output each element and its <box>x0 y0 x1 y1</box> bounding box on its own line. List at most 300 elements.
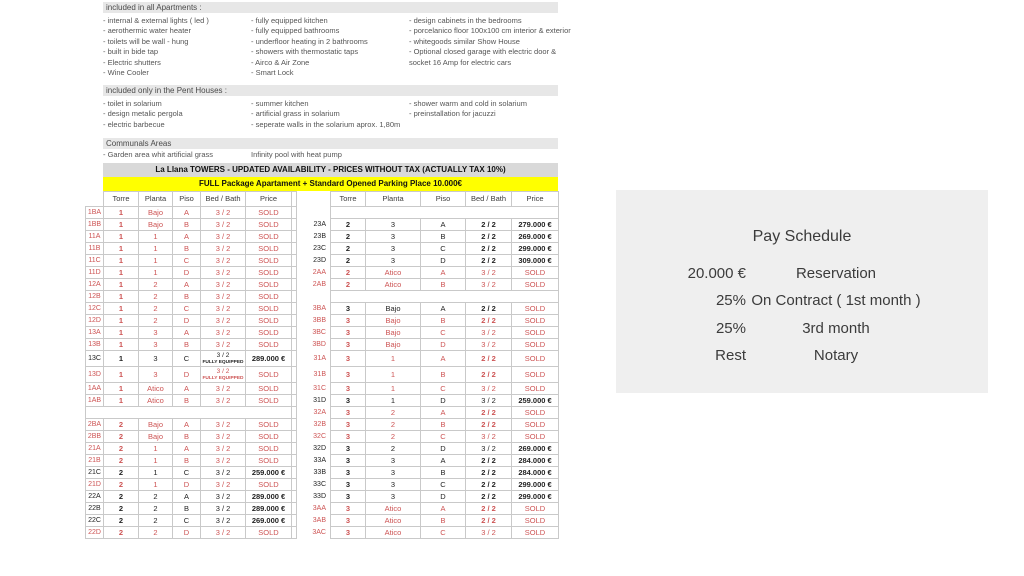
unit-id: 1BA <box>86 207 104 219</box>
feature-item: - seperate walls in the solarium aprox. 1,80m <box>251 119 401 129</box>
unit-id: 3BC <box>312 328 326 336</box>
feature-item: - Smart Lock <box>251 68 294 78</box>
unit-price: SOLD <box>512 419 559 431</box>
unit-row <box>86 327 559 339</box>
unit-row <box>86 503 559 515</box>
unit-bed-bath: 2 / 2 <box>466 407 512 419</box>
unit-price: SOLD <box>512 351 559 367</box>
unit-piso: A <box>173 207 201 219</box>
unit-id: 1AB <box>86 395 104 407</box>
unit-id: 33A <box>313 456 326 464</box>
unit-torre: 3 <box>331 383 366 395</box>
unit-bed-bath: 3 / 2 <box>201 479 246 491</box>
unit-planta: 1 <box>139 467 173 479</box>
unit-piso: B <box>173 395 201 407</box>
unit-price: SOLD <box>246 431 292 443</box>
unit-bed-bath: 3 / 2 <box>201 279 246 291</box>
feature-item: - toilet in solarium <box>103 99 162 108</box>
unit-torre: 3 <box>331 303 366 315</box>
pay-schedule-panel <box>616 190 988 393</box>
unit-bed-bath: 3 / 2 <box>201 303 246 315</box>
unit-piso: B <box>421 231 466 243</box>
unit-id: 31D <box>313 396 326 404</box>
unit-piso: A <box>421 455 466 467</box>
unit-row <box>86 279 559 291</box>
unit-planta: 3 <box>366 255 421 267</box>
unit-piso: C <box>173 515 201 527</box>
unit-id: 31A <box>313 354 326 362</box>
unit-bed-bath: 3 / 2 FULLY EQUIPPED <box>202 367 244 381</box>
availability-table <box>85 191 559 539</box>
unit-price: SOLD <box>512 327 559 339</box>
unit-piso: A <box>173 279 201 291</box>
unit-planta: 3 <box>366 243 421 255</box>
unit-id: 3BD <box>312 340 326 348</box>
unit-planta: 3 <box>366 219 421 231</box>
unit-id: 31B <box>313 370 326 378</box>
unit-bed-bath: 3 / 2 <box>201 243 246 255</box>
unit-row <box>86 419 559 431</box>
pay-amount: 20.000 € <box>687 265 746 282</box>
unit-piso: D <box>421 339 466 351</box>
unit-piso: B <box>421 367 466 383</box>
unit-planta: 1 <box>366 395 421 407</box>
unit-row <box>86 527 559 539</box>
unit-piso: A <box>173 443 201 455</box>
unit-price: SOLD <box>512 383 559 395</box>
unit-planta: Atico <box>366 527 421 539</box>
pay-schedule-row <box>616 292 988 309</box>
feature-item: - toilets will be wall - hung <box>103 36 189 46</box>
unit-planta: Atico <box>366 279 421 291</box>
unit-piso: C <box>173 467 201 479</box>
unit-id: 32B <box>313 420 326 428</box>
feature-item: - fully equipped kitchen <box>251 16 328 25</box>
unit-bed-bath: 3 / 2 <box>201 267 246 279</box>
section-bar-apartments: included in all Apartments : <box>103 2 558 13</box>
feature-item: - showers with thermostatic taps <box>251 47 359 57</box>
unit-piso: B <box>421 515 466 527</box>
unit-row <box>86 491 559 503</box>
unit-row <box>86 303 559 315</box>
header-row <box>86 192 559 207</box>
unit-torre: 3 <box>331 479 366 491</box>
unit-planta: 2 <box>366 407 421 419</box>
unit-bed-bath: 3 / 2 <box>201 255 246 267</box>
unit-id: 33C <box>313 480 326 488</box>
row-label-empty <box>297 291 331 303</box>
blank-cell <box>86 407 292 419</box>
unit-planta: 3 <box>366 467 421 479</box>
unit-planta: 2 <box>139 291 173 303</box>
unit-row <box>86 255 559 267</box>
unit-piso: D <box>421 443 466 455</box>
unit-torre: 1 <box>104 327 139 339</box>
unit-piso: C <box>421 431 466 443</box>
unit-planta: 2 <box>366 419 421 431</box>
header-corner <box>86 192 104 207</box>
unit-planta: 1 <box>366 367 421 383</box>
unit-planta: 2 <box>139 491 173 503</box>
unit-bed-bath: 3 / 2 <box>201 419 246 431</box>
column-header: Price <box>512 192 559 207</box>
unit-piso: D <box>173 367 201 383</box>
unit-id: 2AB <box>312 280 326 288</box>
unit-piso: B <box>421 419 466 431</box>
unit-torre: 1 <box>104 303 139 315</box>
unit-planta: 3 <box>366 231 421 243</box>
unit-id: 21A <box>86 443 104 455</box>
unit-torre: 3 <box>331 327 366 339</box>
unit-price: 284.000 € <box>512 455 559 467</box>
unit-torre: 3 <box>331 491 366 503</box>
unit-id: 11A <box>86 231 104 243</box>
unit-bed-bath: 2 / 2 <box>466 479 512 491</box>
unit-bed-bath: 3 / 2 <box>201 503 246 515</box>
unit-id: 13A <box>86 327 104 339</box>
section-bar-penthouses: included only in the Pent Houses : <box>103 85 558 96</box>
unit-bed-bath: 2 / 2 <box>466 367 512 383</box>
unit-torre: 1 <box>104 207 139 219</box>
unit-torre: 3 <box>331 455 366 467</box>
unit-row <box>86 219 559 231</box>
unit-price: SOLD <box>512 431 559 443</box>
unit-torre: 2 <box>104 503 139 515</box>
unit-bed-bath: 3 / 2 <box>466 527 512 539</box>
unit-id: 32C <box>313 432 326 440</box>
unit-torre: 3 <box>331 351 366 367</box>
column-header: Piso <box>173 192 201 207</box>
unit-bed-bath: 3 / 2 <box>466 443 512 455</box>
pay-milestone: Notary <box>813 347 859 364</box>
unit-bed-bath: 2 / 2 <box>466 255 512 267</box>
unit-bed-bath: 3 / 2 <box>466 279 512 291</box>
unit-planta: 1 <box>139 255 173 267</box>
unit-torre: 1 <box>104 395 139 407</box>
spreadsheet-document <box>85 0 571 576</box>
unit-price: 269.000 € <box>512 231 559 243</box>
unit-bed-bath: 3 / 2 FULLY EQUIPPED <box>202 351 244 365</box>
unit-planta: Atico <box>366 267 421 279</box>
unit-row <box>86 243 559 255</box>
unit-price: SOLD <box>512 407 559 419</box>
header-corner <box>297 192 331 207</box>
unit-bed-bath: 3 / 2 <box>201 315 246 327</box>
unit-planta: 1 <box>139 243 173 255</box>
unit-piso: B <box>421 315 466 327</box>
unit-row <box>86 207 559 219</box>
unit-torre: 1 <box>104 291 139 303</box>
unit-planta: Atico <box>139 395 173 407</box>
unit-planta: Bajo <box>366 315 421 327</box>
unit-bed-bath: 3 / 2 <box>201 467 246 479</box>
unit-price: SOLD <box>246 479 292 491</box>
unit-piso: A <box>173 231 201 243</box>
unit-price: 289.000 € <box>246 491 292 503</box>
unit-price: SOLD <box>512 279 559 291</box>
unit-planta: 2 <box>139 303 173 315</box>
unit-torre: 3 <box>331 467 366 479</box>
unit-torre: 1 <box>104 219 139 231</box>
feature-item: - internal & external lights ( led ) <box>103 16 209 25</box>
unit-planta: Bajo <box>139 419 173 431</box>
unit-bed-bath: 2 / 2 <box>466 243 512 255</box>
unit-torre: 3 <box>331 315 366 327</box>
pay-schedule-row <box>616 347 988 364</box>
unit-id: 33D <box>313 492 326 500</box>
unit-row <box>86 467 559 479</box>
unit-planta: Bajo <box>139 431 173 443</box>
unit-price: SOLD <box>246 455 292 467</box>
unit-price: SOLD <box>246 339 292 351</box>
unit-id: 3AB <box>312 516 326 524</box>
unit-price: SOLD <box>246 231 292 243</box>
column-header: Torre <box>104 192 139 207</box>
unit-piso: C <box>173 351 201 367</box>
unit-bed-bath: 2 / 2 <box>466 351 512 367</box>
unit-id: 3AA <box>312 504 326 512</box>
unit-torre: 2 <box>104 419 139 431</box>
unit-torre: 2 <box>104 479 139 491</box>
unit-price: SOLD <box>512 515 559 527</box>
unit-planta: 1 <box>366 383 421 395</box>
unit-price: SOLD <box>246 207 292 219</box>
unit-torre: 2 <box>104 455 139 467</box>
unit-piso: B <box>173 291 201 303</box>
unit-piso: A <box>421 267 466 279</box>
unit-planta: 2 <box>366 431 421 443</box>
unit-bed-bath: 2 / 2 <box>466 455 512 467</box>
blank-cell <box>331 291 559 303</box>
unit-price: SOLD <box>246 255 292 267</box>
unit-id: 22C <box>86 515 104 527</box>
row-label-empty <box>297 207 331 219</box>
unit-price: SOLD <box>246 303 292 315</box>
unit-bed-bath: 3 / 2 <box>201 395 246 407</box>
column-header: Bed / Bath <box>466 192 512 207</box>
unit-piso: D <box>421 491 466 503</box>
unit-piso: A <box>173 419 201 431</box>
feature-item: - porcelanico floor 100x100 cm interior & exterior <box>409 26 571 36</box>
unit-piso: B <box>173 243 201 255</box>
unit-bed-bath: 3 / 2 <box>201 455 246 467</box>
unit-piso: B <box>173 431 201 443</box>
unit-torre: 3 <box>331 515 366 527</box>
unit-price: SOLD <box>246 419 292 431</box>
unit-row <box>86 455 559 467</box>
pay-schedule-row <box>616 265 988 282</box>
unit-row <box>86 515 559 527</box>
unit-bed-bath: 2 / 2 <box>466 503 512 515</box>
unit-torre: 3 <box>331 431 366 443</box>
unit-price: SOLD <box>246 395 292 407</box>
unit-id: 13D <box>86 367 104 383</box>
feature-item: - preinstallation for jacuzzi <box>409 109 496 119</box>
unit-bed-bath: 3 / 2 <box>466 327 512 339</box>
unit-row <box>86 479 559 491</box>
unit-planta: 3 <box>139 327 173 339</box>
unit-bed-bath: 2 / 2 <box>466 231 512 243</box>
unit-id: 11C <box>86 255 104 267</box>
pay-amount: 25% <box>715 320 746 337</box>
unit-price: SOLD <box>246 291 292 303</box>
apartments-feature-col-3 <box>409 16 571 68</box>
unit-planta: 3 <box>139 367 173 383</box>
unit-planta: 1 <box>366 351 421 367</box>
unit-piso: B <box>173 339 201 351</box>
unit-piso: A <box>421 303 466 315</box>
feature-item: - fully equipped bathrooms <box>251 26 340 36</box>
pay-schedule-title: Pay Schedule <box>752 228 852 245</box>
unit-piso: C <box>421 327 466 339</box>
unit-id: 21C <box>86 467 104 479</box>
unit-torre: 2 <box>104 431 139 443</box>
unit-row <box>86 407 559 419</box>
unit-id: 12B <box>86 291 104 303</box>
unit-bed-bath: 3 / 2 <box>201 491 246 503</box>
unit-torre: 1 <box>104 351 139 367</box>
unit-planta: 3 <box>366 455 421 467</box>
unit-row <box>86 339 559 351</box>
unit-bed-bath: 2 / 2 <box>466 303 512 315</box>
apartments-feature-col-1 <box>103 16 209 78</box>
unit-id: 2AA <box>312 268 326 276</box>
unit-price: 289.000 € <box>246 351 292 367</box>
unit-planta: Bajo <box>366 339 421 351</box>
unit-torre: 3 <box>331 367 366 383</box>
unit-piso: A <box>421 219 466 231</box>
pay-milestone: 3rd month <box>802 320 870 337</box>
section-bar-communals: Communals Areas <box>103 138 558 149</box>
full-package-subtitle: FULL Package Apartament + Standard Opened Parking Place 10.000€ <box>103 177 558 191</box>
unit-id: 1AA <box>86 383 104 395</box>
unit-price: SOLD <box>246 367 292 383</box>
unit-torre: 3 <box>331 503 366 515</box>
feature-item: - summer kitchen <box>251 99 309 108</box>
unit-id: 12D <box>86 315 104 327</box>
unit-id: 22B <box>86 503 104 515</box>
unit-piso: B <box>421 467 466 479</box>
feature-item: - Electric shutters <box>103 57 161 67</box>
unit-price: SOLD <box>512 303 559 315</box>
unit-torre: 2 <box>331 255 366 267</box>
unit-piso: B <box>173 455 201 467</box>
unit-torre: 1 <box>104 255 139 267</box>
unit-torre: 1 <box>104 367 139 383</box>
unit-piso: D <box>173 267 201 279</box>
unit-bed-bath: 2 / 2 <box>466 219 512 231</box>
unit-bed-bath: 2 / 2 <box>466 315 512 327</box>
unit-price: 259.000 € <box>246 467 292 479</box>
unit-price: SOLD <box>246 315 292 327</box>
unit-planta: 2 <box>139 515 173 527</box>
unit-piso: A <box>173 491 201 503</box>
unit-price: SOLD <box>246 327 292 339</box>
unit-planta: 1 <box>139 267 173 279</box>
unit-id: 3AC <box>312 528 326 536</box>
unit-bed-bath: 3 / 2 <box>201 231 246 243</box>
unit-planta: Bajo <box>366 303 421 315</box>
unit-torre: 2 <box>331 267 366 279</box>
unit-price: SOLD <box>512 267 559 279</box>
unit-planta: Bajo <box>366 327 421 339</box>
column-header: Bed / Bath <box>201 192 246 207</box>
unit-price: 259.000 € <box>512 395 559 407</box>
unit-piso: C <box>421 383 466 395</box>
column-header: Price <box>246 192 292 207</box>
unit-bed-bath: 3 / 2 <box>201 219 246 231</box>
feature-item: - design metalic pergola <box>103 109 183 119</box>
unit-id: 12C <box>86 303 104 315</box>
unit-planta: 1 <box>139 443 173 455</box>
unit-planta: 1 <box>139 455 173 467</box>
unit-price: SOLD <box>246 527 292 539</box>
unit-id: 2BA <box>86 419 104 431</box>
pay-amount: Rest <box>715 347 746 364</box>
unit-planta: 2 <box>366 443 421 455</box>
unit-bed-bath: 3 / 2 <box>466 267 512 279</box>
apartments-feature-col-2 <box>251 16 368 78</box>
unit-bed-bath: 3 / 2 <box>201 327 246 339</box>
unit-price: SOLD <box>246 383 292 395</box>
unit-torre: 3 <box>331 419 366 431</box>
unit-bed-bath: 2 / 2 <box>466 467 512 479</box>
column-header: Planta <box>366 192 421 207</box>
communals-feature-col-1 <box>103 150 213 160</box>
unit-torre: 3 <box>331 339 366 351</box>
unit-piso: C <box>173 303 201 315</box>
feature-item: - Garden area whit artificial grass <box>103 150 214 159</box>
unit-price: 284.000 € <box>512 467 559 479</box>
unit-id: 22D <box>86 527 104 539</box>
unit-piso: C <box>173 255 201 267</box>
unit-torre: 3 <box>331 395 366 407</box>
unit-piso: B <box>173 503 201 515</box>
penthouse-feature-col-1 <box>103 99 183 130</box>
unit-id: 23A <box>313 220 326 228</box>
feature-item: - Optional closed garage with electric door & socket 16 Amp for electric cars <box>409 47 557 67</box>
unit-bed-bath: 3 / 2 <box>201 383 246 395</box>
unit-id: 3BB <box>312 316 326 324</box>
column-header: Planta <box>139 192 173 207</box>
unit-price: 269.000 € <box>512 443 559 455</box>
unit-torre: 1 <box>104 383 139 395</box>
blank-cell <box>331 207 559 219</box>
unit-bed-bath: 3 / 2 <box>201 515 246 527</box>
unit-price: 299.000 € <box>512 243 559 255</box>
pay-schedule-row <box>616 320 988 337</box>
unit-price: 269.000 € <box>246 515 292 527</box>
unit-planta: 2 <box>139 279 173 291</box>
unit-bed-bath: 3 / 2 <box>201 443 246 455</box>
unit-torre: 2 <box>331 219 366 231</box>
unit-id: 1BB <box>86 219 104 231</box>
unit-price: SOLD <box>512 367 559 383</box>
unit-planta: Bajo <box>139 219 173 231</box>
unit-torre: 2 <box>104 467 139 479</box>
unit-planta: 2 <box>139 315 173 327</box>
unit-bed-bath: 3 / 2 <box>201 527 246 539</box>
feature-item: Infinity pool with heat pump <box>251 150 342 159</box>
unit-id: 2BB <box>86 431 104 443</box>
feature-item: - whitegoods similar Show House <box>409 36 520 46</box>
penthouse-feature-col-2 <box>251 99 400 130</box>
unit-torre: 1 <box>104 267 139 279</box>
feature-item: - design cabinets in the bedrooms <box>409 16 522 25</box>
unit-planta: 1 <box>139 479 173 491</box>
pay-milestone: Reservation <box>795 265 877 282</box>
unit-piso: C <box>421 479 466 491</box>
